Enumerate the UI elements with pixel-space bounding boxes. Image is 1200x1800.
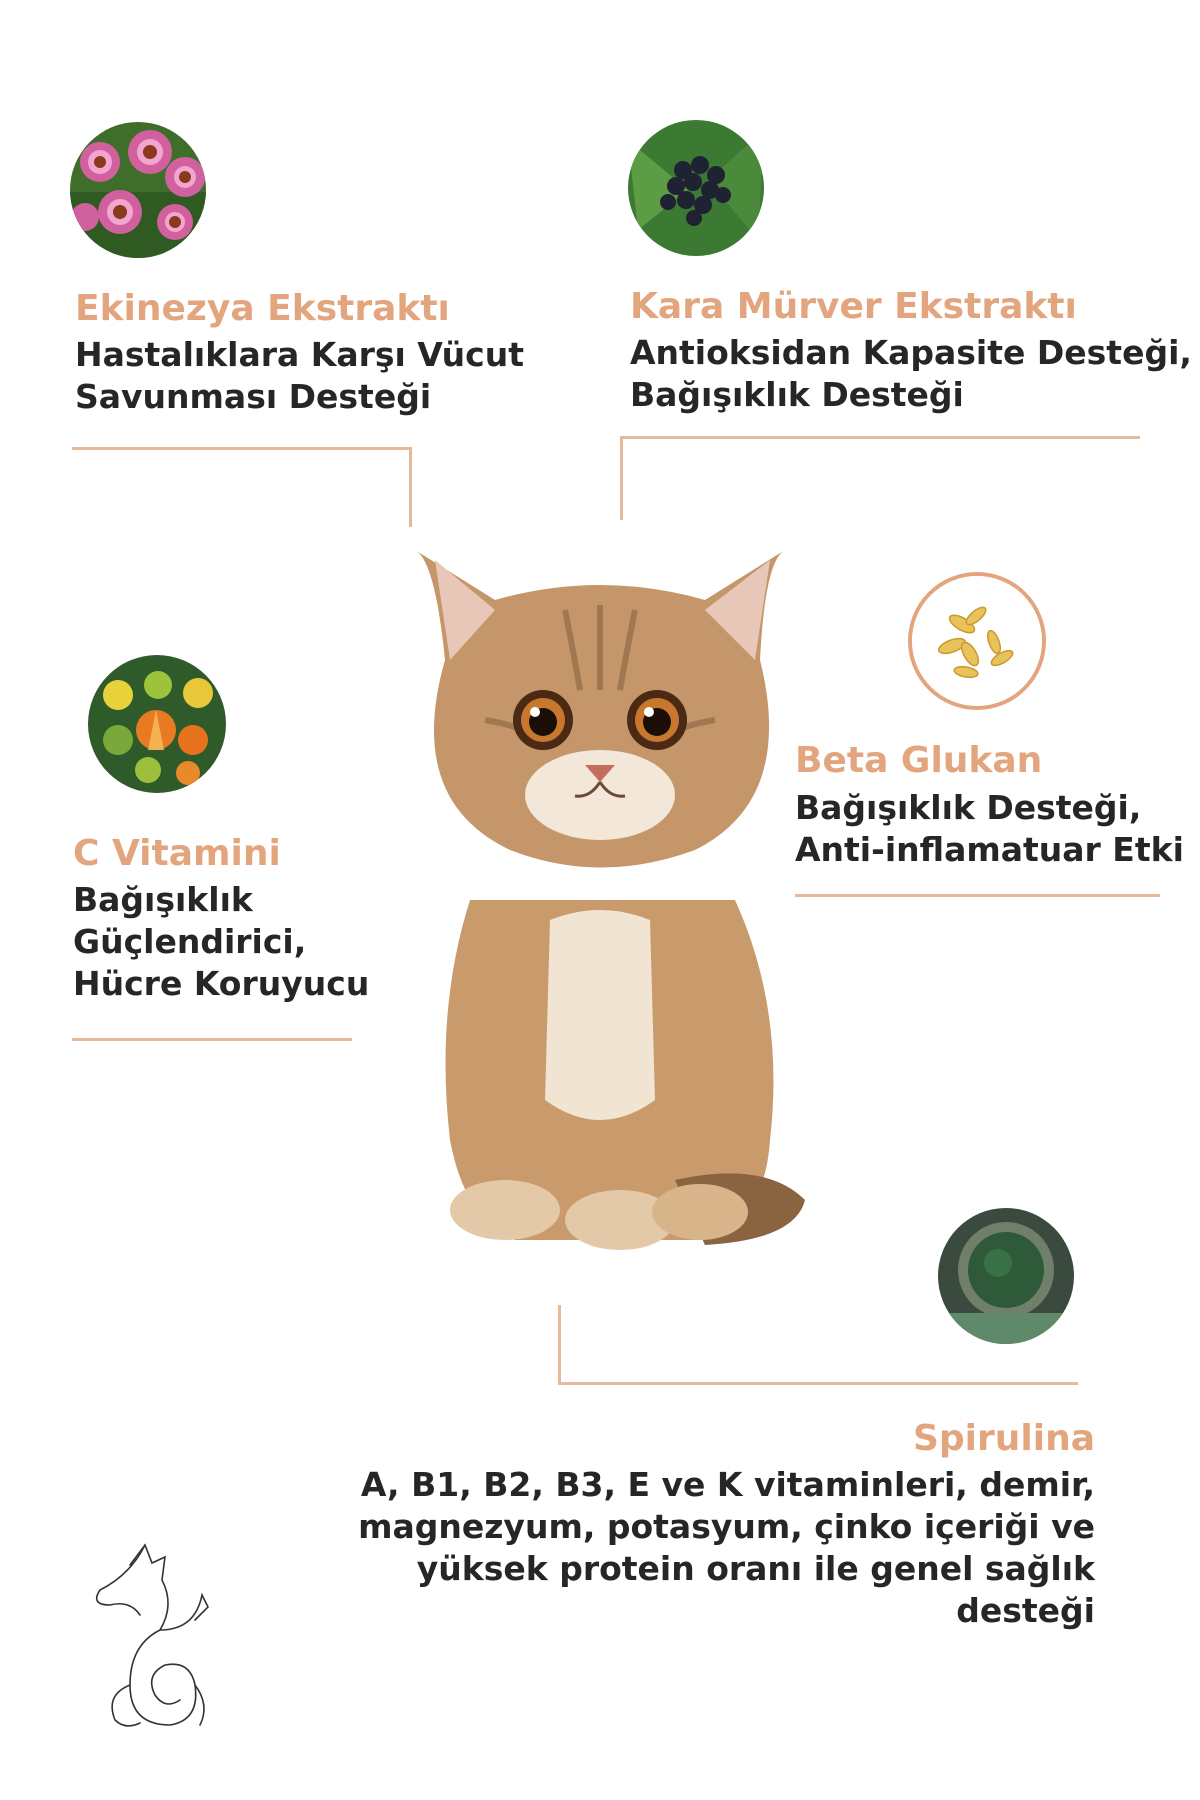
- beta-glukan-connector: [795, 894, 1160, 897]
- c-vitamini-line-3: Hücre Koruyucu: [73, 963, 370, 1003]
- spirulina-line-3: yüksek protein oranı ile genel sağlık: [416, 1548, 1095, 1588]
- kara-murver-connector-horizontal: [620, 436, 1140, 439]
- ekinezya-connector-vertical: [409, 447, 412, 527]
- c-vitamini-line-2: Güçlendirici,: [73, 921, 307, 961]
- spirulina-line-4: desteği: [956, 1590, 1095, 1630]
- kara-murver-title: Kara Mürver Ekstraktı: [630, 286, 1077, 327]
- beta-glukan-line-2: Anti-inflamatuar Etki: [795, 829, 1184, 869]
- ekinezya-title: Ekinezya Ekstraktı: [75, 288, 450, 329]
- c-vitamini-title: C Vitamini: [73, 833, 281, 874]
- elderberry-image: [628, 120, 764, 256]
- c-vitamini-connector: [72, 1038, 352, 1041]
- spirulina-line-2: magnezyum, potasyum, çinko içeriği ve: [358, 1506, 1095, 1546]
- ekinezya-description: [75, 334, 524, 418]
- ekinezya-connector-horizontal: [72, 447, 412, 450]
- citrus-fruits-image: [88, 655, 226, 793]
- c-vitamini-description: [73, 879, 369, 1005]
- cat-line-art-logo-icon: [90, 1535, 220, 1735]
- kara-murver-line-1: Antioksidan Kapasite Desteği,: [630, 333, 1192, 372]
- cat-image: [375, 540, 825, 1270]
- ekinezya-line-2: Savunması Desteği: [75, 376, 432, 416]
- kara-murver-line-2: Bağışıklık Desteği: [630, 374, 964, 414]
- ekinezya-line-1: Hastalıklara Karşı Vücut: [75, 335, 524, 374]
- spirulina-line-1: A, B1, B2, B3, E ve K vitaminleri, demir,: [360, 1465, 1095, 1504]
- beta-glukan-description: [795, 787, 1184, 871]
- c-vitamini-line-1: Bağışıklık: [73, 880, 253, 919]
- spirulina-connector-vertical: [558, 1305, 561, 1385]
- spirulina-powder-image: [938, 1208, 1074, 1344]
- kara-murver-description: [630, 332, 1192, 416]
- spirulina-connector-horizontal: [558, 1382, 1078, 1385]
- beta-glucan-image: [908, 572, 1046, 710]
- beta-glukan-line-1: Bağışıklık Desteği,: [795, 788, 1142, 827]
- kara-murver-connector-vertical: [620, 436, 623, 520]
- spirulina-title: Spirulina: [912, 1418, 1095, 1459]
- echinacea-flower-image: [70, 122, 206, 258]
- beta-glukan-title: Beta Glukan: [795, 740, 1043, 781]
- spirulina-description: [358, 1464, 1095, 1632]
